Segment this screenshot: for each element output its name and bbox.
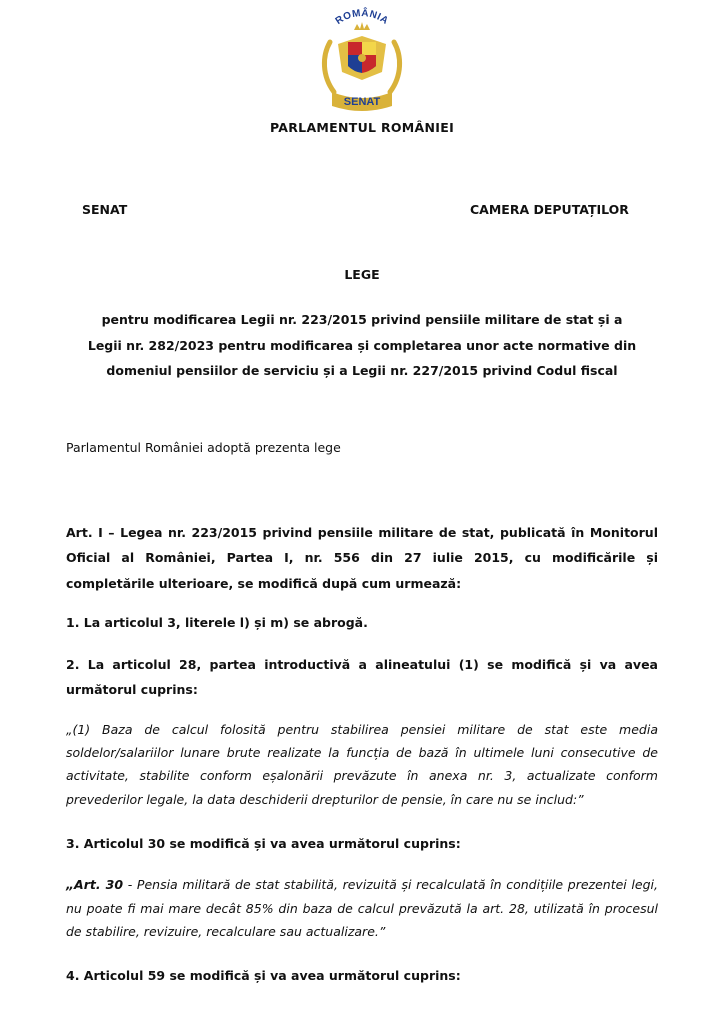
- parliament-title: PARLAMENTUL ROMÂNIEI: [269, 120, 455, 135]
- point-1: 1. La articolul 3, literele l) și m) se abrogă.: [66, 615, 368, 630]
- point-4: 4. Articolul 59 se modifică și va avea următorul cuprins:: [66, 968, 461, 983]
- law-title-line: domeniul pensiilor de serviciu și a Legii nr. 227/2015 privind Codul fiscal: [106, 363, 618, 378]
- quoted-article-text: - Pensia militară de stat stabilită, revizuită și recalculată în condițiile prezentei legi, nu poate fi mai mare decât 85% din baza de calcul prevăzută la art. 28, utilizată în procesul de stabilire, revizuire, recalculare sau actualizare.”: [66, 877, 658, 940]
- emblem-top-text: ROMÂNIA: [333, 7, 391, 27]
- coat-of-arms-icon: [316, 6, 408, 114]
- law-title-line: Legii nr. 282/2023 pentru modificarea și completarea unor acte normative din: [87, 337, 637, 353]
- article-1-intro: Art. I – Legea nr. 223/2015 privind pensiile militare de stat, publicată în Monitorul Oficial al României, Partea I, nr. 556 din 27 iulie 2015, cu modificările și completările ulterioare, se modifică după cum urmează:: [66, 525, 658, 591]
- point-3: 3. Articolul 30 se modifică și va avea următorul cuprins:: [66, 836, 461, 851]
- quoted-article-label: „Art. 30: [66, 877, 124, 892]
- emblem-bottom-text: SENAT: [343, 96, 381, 108]
- chamber-of-deputies-label: CAMERA DEPUTAȚILOR: [470, 202, 629, 217]
- law-title: [66, 307, 658, 384]
- law-type-heading: LEGE: [344, 267, 380, 282]
- senate-emblem: [316, 6, 408, 114]
- quoted-paragraph-2: [66, 873, 658, 944]
- adoption-statement: Parlamentul României adoptă prezenta lege: [66, 440, 341, 455]
- senate-label: SENAT: [82, 202, 128, 217]
- law-title-line: pentru modificarea Legii nr. 223/2015 privind pensiile militare de stat și a: [101, 312, 623, 327]
- point-2: 2. La articolul 28, partea introductivă a alineatului (1) se modifică și va avea următorul cuprins:: [66, 657, 658, 697]
- quoted-paragraph-1: „(1) Baza de calcul folosită pentru stabilirea pensiei militare de stat este media soldelor/salariilor lunare brute realizate la funcția de bază în ultimele luni consecutive de activitate, stabilite conform eșalonării prevăzute în anexa nr. 3, actualizate conform prevederilor legale, la data deschiderii drepturilor de pensie, în care nu se includ:”: [66, 722, 658, 807]
